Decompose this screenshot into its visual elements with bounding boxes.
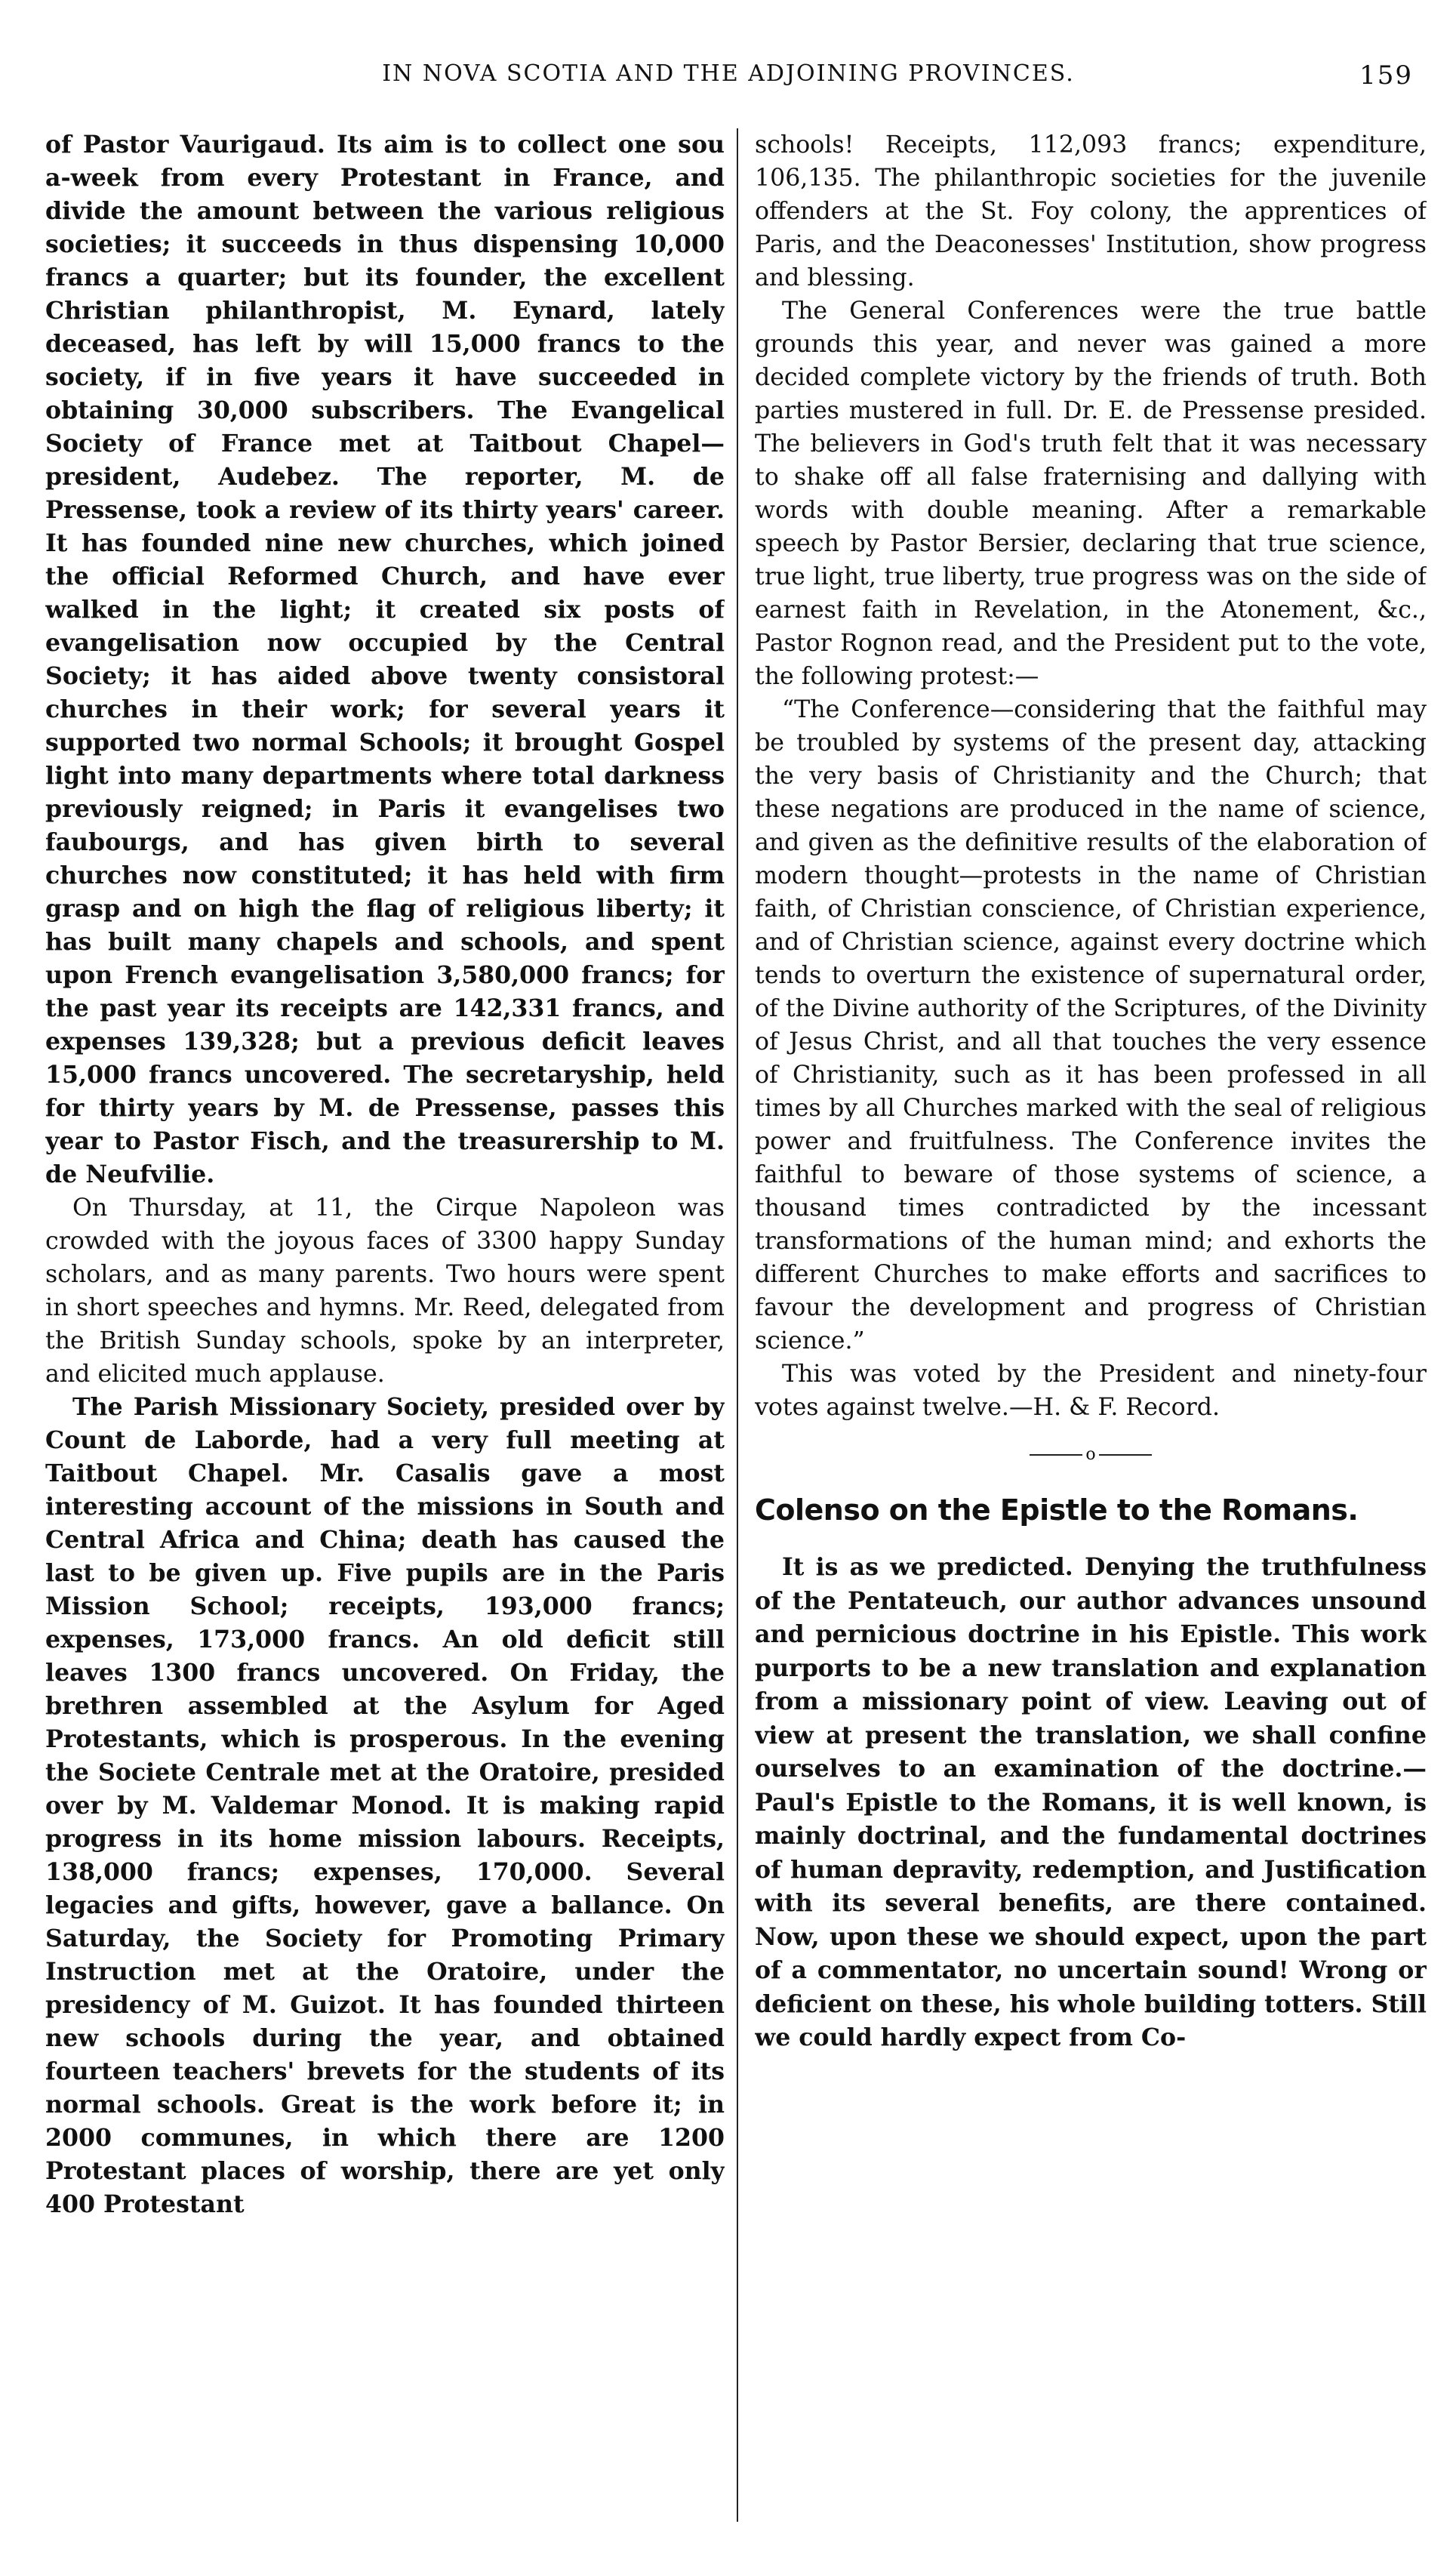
separator-rule-left: [1030, 1454, 1082, 1456]
right-paragraph-1: schools! Receipts, 112,093 francs; expenditure, 106,135. The philanthropic societies for the juvenile offenders at the St. Foy colony, the apprentices of Paris, and the Deaconesses' Institution, show progress and blessing.: [755, 131, 1427, 291]
article-paragraph: It is as we predicted. Denying the truthfulness of the Pentateuch, our author advances unsound and pernicious doctrine in his Epistle. This work purports to be a new translation and explanation from a missionary point of view. Leaving out of view at present the translation, we shall confine ourselves to an examination of the doctrine.—Paul's Epistle to the Romans, it is well known, is mainly doctrinal, and the fundamental doctrines of human depravity, redemption, and Justification with its several benefits, are there contained. Now, upon these we should expect, upon the part of a commentator, no uncertain sound! Wrong or deficient on these, his whole building totters. Still we could hardly expect from Co-: [755, 1553, 1427, 2051]
left-paragraph-3: The Parish Missionary Society, presided over by Count de Laborde, had a very full meeting at Taitbout Chapel. Mr. Casalis gave a most interesting account of the missions in South and Central Africa and China; death has caused the last to be given up. Five pupils are in the Paris Mission School; receipts, 193,000 francs; expenses, 173,000 francs. An old deficit still leaves 1300 francs uncovered. On Friday, the brethren assembled at the Asylum for Aged Protestants, which is prosperous. In the evening the Societe Centrale met at the Oratoire, presided over by M. Valdemar Monod. It is making rapid progress in its home mission labours. Receipts, 138,000 francs; expenses, 170,000. Several legacies and gifts, however, gave a ballance. On Saturday, the Society for Promoting Primary Instruction met at the Oratoire, under the presidency of M. Guizot. It has founded thirteen new schools during the year, and obtained fourteen teachers' brevets for the students of its normal schools. Great is the work before it; in 2000 communes, in which there are 1200 Protestant places of worship, there are yet only 400 Protestant: [45, 1393, 725, 2218]
right-column: [755, 128, 1427, 2522]
left-column: [45, 128, 725, 2522]
header-title: IN NOVA SCOTIA AND THE ADJOINING PROVINCES.: [382, 60, 1075, 87]
page: [30, 45, 1427, 2537]
separator-mark: o: [1085, 1445, 1096, 1464]
right-paragraph-4: This was voted by the President and ninety-four votes against twelve.—H. & F. Record.: [755, 1361, 1427, 1421]
left-paragraph-1: of Pastor Vaurigaud. Its aim is to collect one sou a-week from every Protestant in France, and divide the amount between the various religious societies; it succeeds in thus dispensing 10,000 francs a quarter; but its founder, the excellent Christian philanthropist, M. Eynard, lately deceased, has left by will 15,000 francs to the society, if in five years it have succeeded in obtaining 30,000 subscribers. The Evangelical Society of France met at Taitbout Chapel—president, Audebez. The reporter, M. de Pressense, took a review of its thirty years' career. It has founded nine new churches, which joined the official Reformed Church, and have ever walked in the light; it created six posts of evangelisation now occupied by the Central Society; it has aided above twenty consistoral churches in their work; for several years it supported two normal Schools; it brought Gospel light into many departments where total darkness previously reigned; in Paris it evangelises two faubourgs, and has given birth to several churches now constituted; it has held with firm grasp and on high the flag of religious liberty; it has built many chapels and schools, and spent upon French evangelisation 3,580,000 francs; for the past year its receipts are 142,331 francs, and expenses 139,328; but a previous deficit leaves 15,000 francs uncovered. The secretaryship, held for thirty years by M. de Pressense, passes this year to Pastor Fisch, and the treasurership to M. de Neufvilie.: [45, 131, 725, 1188]
page-number: 159: [1359, 60, 1413, 91]
right-paragraph-quote: “The Conference—considering that the faithful may be troubled by systems of the present day, attacking the very basis of Christianity and the Church; that these negations are produced in the name of science, and given as the definitive results of the elaboration of modern thought—protests in the name of Christian faith, of Christian conscience, of Christian experience, and of Christian science, against every doctrine which tends to overturn the existence of supernatural order, of the Divine authority of the Scriptures, of the Divinity of Jesus Christ, and all that touches the very essence of Christianity, such as it has been professed in all times by all Churches marked with the seal of religious power and fruitfulness. The Conference invites the faithful to beware of those systems of science, a thousand times contradicted by the incessant transformations of the human mind; and exhorts the different Churches to make efforts and sacrifices to favour the development and progress of Christian science.”: [755, 696, 1427, 1355]
section-separator: [755, 1445, 1427, 1468]
article-title: Colenso on the Epistle to the Romans.: [755, 1493, 1359, 1527]
right-paragraph-2: The General Conferences were the true battle grounds this year, and never was gained a more decided complete victory by the friends of truth. Both parties mustered in full. Dr. E. de Pressense presided. The believers in God's truth felt that it was necessary to shake off all false fraternising and dallying with words with double meaning. After a remarkable speech by Pastor Bersier, declaring that true science, true light, true liberty, true progress was on the side of earnest faith in Revelation, in the Atonement, &c., Pastor Rognon read, and the President put to the vote, the following protest:—: [755, 297, 1427, 690]
left-paragraph-2: On Thursday, at 11, the Cirque Napoleon was crowded with the joyous faces of 3300 happy Sunday scholars, and as many parents. Two hours were spent in short speeches and hymns. Mr. Reed, delegated from the British Sunday schools, spoke by an interpreter, and elicited much applause.: [45, 1194, 725, 1388]
separator-rule-right: [1099, 1454, 1152, 1456]
running-header: [30, 60, 1427, 106]
column-divider: [737, 128, 738, 2522]
